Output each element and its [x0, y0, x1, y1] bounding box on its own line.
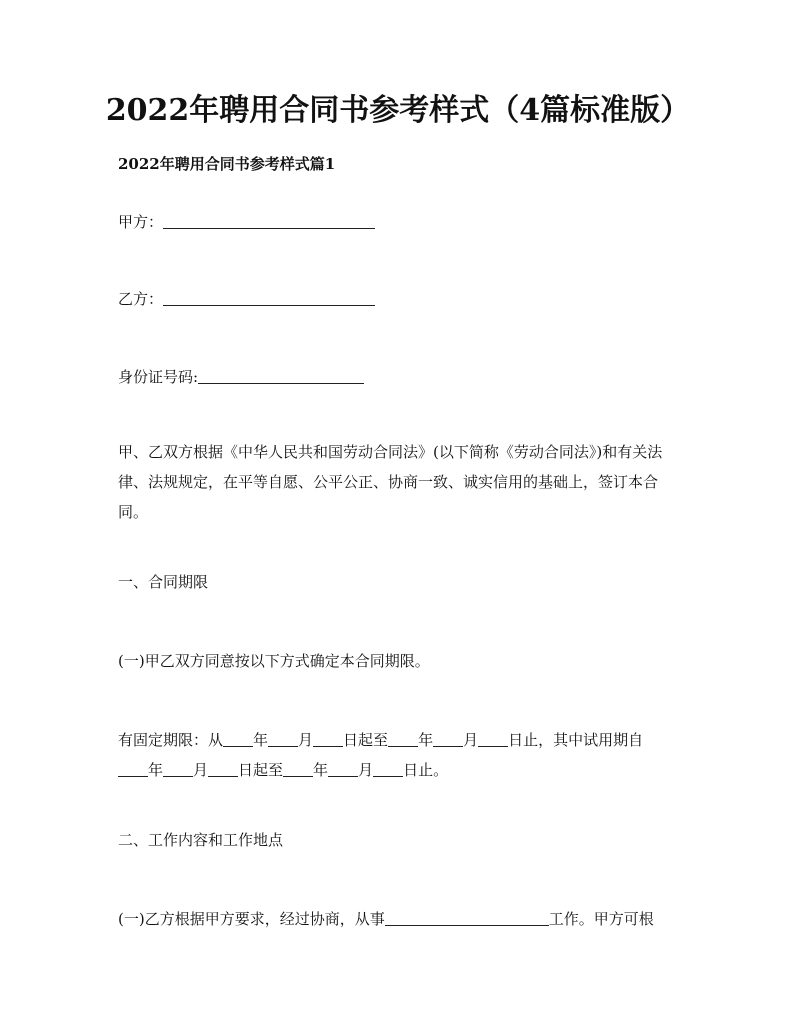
- party-a-blank[interactable]: [163, 212, 375, 229]
- section-title: 2022年聘用合同书参考样式篇1: [118, 155, 336, 173]
- year-label: 年: [418, 731, 434, 749]
- fixed-term-prefix: 有固定期限：从: [118, 731, 224, 749]
- blank[interactable]: [283, 760, 313, 777]
- blank[interactable]: [478, 730, 508, 747]
- document-title: 2022年聘用合同书参考样式（4篇标准版）: [105, 93, 691, 128]
- blank[interactable]: [388, 730, 418, 747]
- fixed-term-paragraph: [118, 725, 684, 785]
- probation-label: 日止，其中试用期自: [508, 731, 644, 749]
- month-label: 月: [193, 761, 209, 779]
- blank[interactable]: [433, 730, 463, 747]
- year-label: 年: [148, 761, 164, 779]
- party-b-label: 乙方：: [118, 290, 164, 308]
- from-label: 日起至: [238, 761, 284, 779]
- party-a-label: 甲方：: [118, 213, 164, 231]
- work-item-prefix: (一)乙方根据甲方要求，经过协商，从事: [118, 910, 385, 928]
- blank[interactable]: [328, 760, 358, 777]
- intro-paragraph: 甲、乙双方根据《中华人民共和国劳动合同法》(以下简称《劳动合同法》)和有关法律、法规规定，在平等自愿、公平公正、协商一致、诚实信用的基础上，签订本合同。: [118, 443, 663, 521]
- month-label: 月: [463, 731, 479, 749]
- party-a-line: [118, 211, 375, 233]
- party-b-blank[interactable]: [163, 289, 375, 306]
- end-label: 日止。: [403, 761, 449, 779]
- id-number-blank[interactable]: [198, 367, 364, 384]
- blank[interactable]: [373, 760, 403, 777]
- month-label: 月: [298, 731, 314, 749]
- work-blank[interactable]: [385, 909, 549, 926]
- id-number-label: 身份证号码:: [118, 368, 199, 386]
- blank[interactable]: [163, 760, 193, 777]
- year-label: 年: [253, 731, 269, 749]
- from-label: 日起至: [343, 731, 389, 749]
- work-item-suffix: 工作。甲方可根: [548, 910, 654, 928]
- blank[interactable]: [268, 730, 298, 747]
- blank[interactable]: [313, 730, 343, 747]
- id-number-line: [118, 366, 364, 388]
- term-item-1: (一)甲乙双方同意按以下方式确定本合同期限。: [118, 652, 430, 670]
- party-b-line: [118, 288, 375, 310]
- work-item-1: [118, 908, 654, 930]
- blank[interactable]: [118, 760, 148, 777]
- blank[interactable]: [223, 730, 253, 747]
- heading-work-content: 二、工作内容和工作地点: [118, 831, 284, 849]
- year-label: 年: [313, 761, 329, 779]
- month-label: 月: [358, 761, 374, 779]
- blank[interactable]: [208, 760, 238, 777]
- heading-contract-term: 一、合同期限: [118, 573, 209, 591]
